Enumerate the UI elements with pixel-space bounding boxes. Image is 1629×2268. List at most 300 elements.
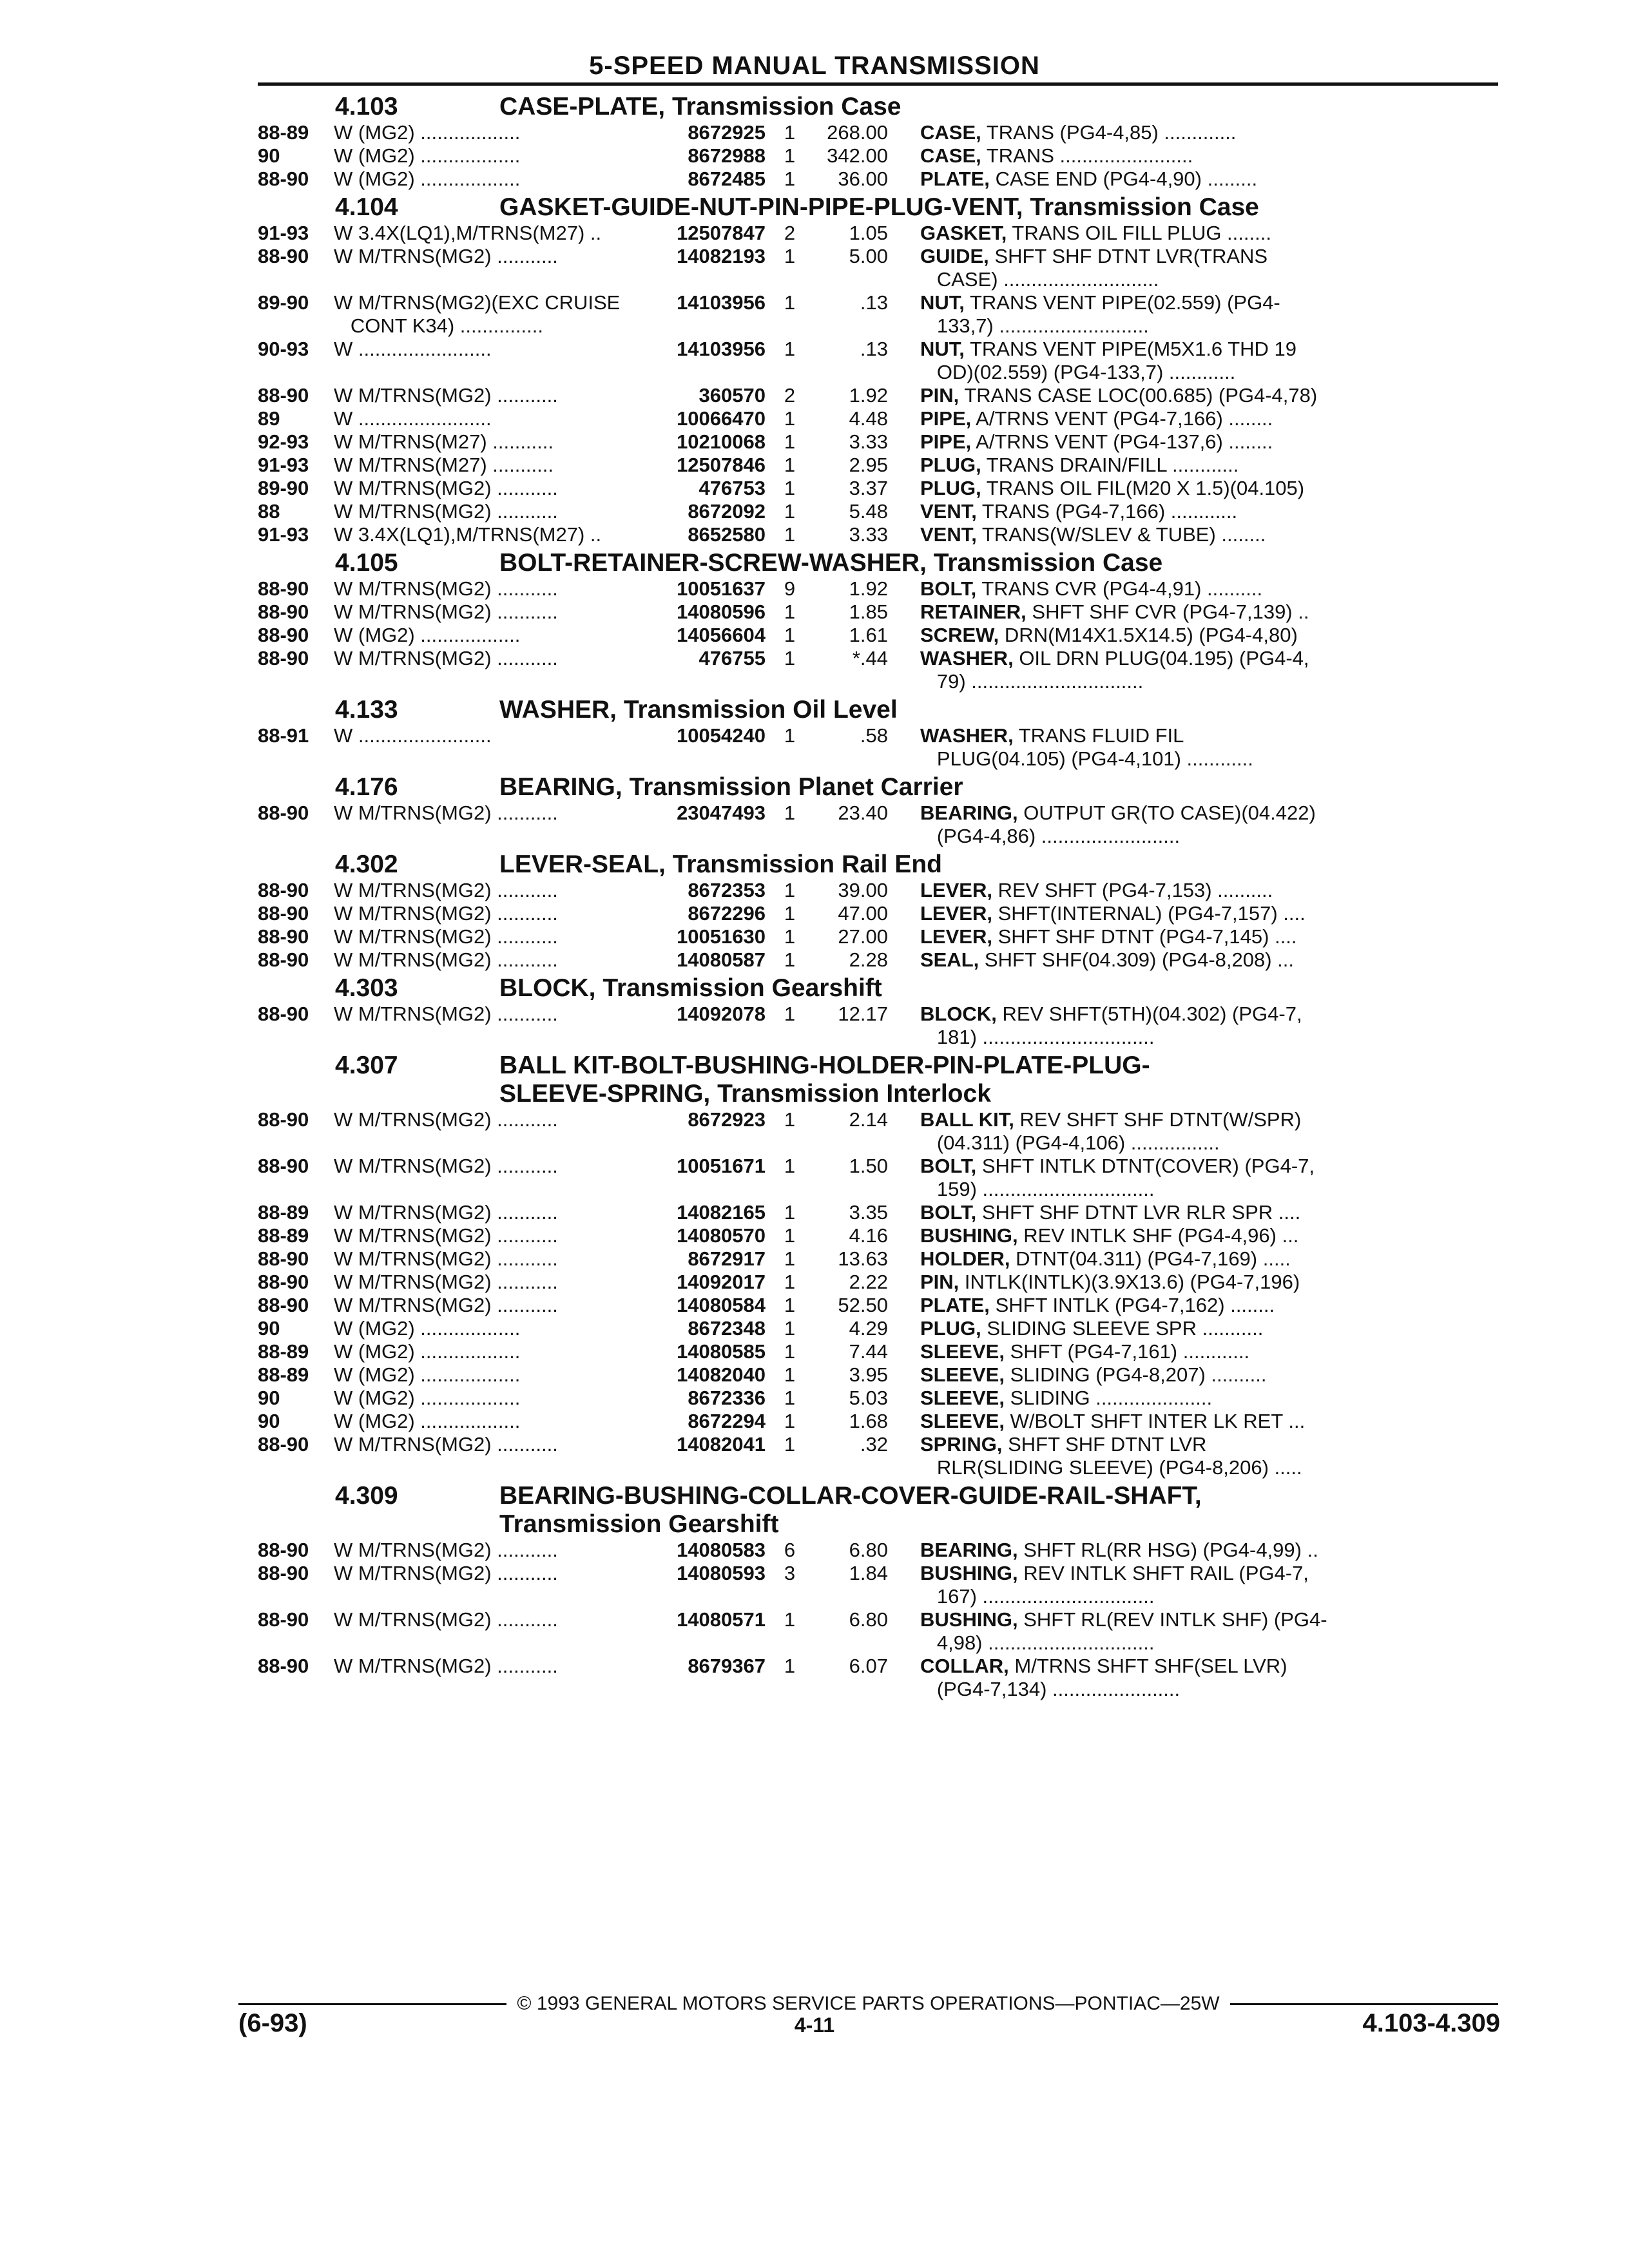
price: 1.68 (849, 1410, 888, 1432)
part-detail: M/TRNS SHFT SHF(SEL LVR) (PG4-7,134) ....................... (936, 1655, 1287, 1700)
price: 39.00 (838, 879, 888, 901)
part-name: SLEEVE, (920, 1340, 1005, 1363)
description (888, 1340, 1498, 1363)
price: .58 (860, 724, 888, 747)
model-year: 90 (258, 1387, 280, 1409)
quantity: 1 (784, 1655, 796, 1677)
price: 1.85 (849, 601, 888, 623)
description (888, 477, 1498, 500)
part-row (258, 121, 1498, 144)
part-detail: SHFT SHF DTNT LVR RLR(SLIDING SLEEVE) (PG4-8,206) ..... (936, 1433, 1302, 1479)
description (888, 802, 1498, 848)
part-row (258, 577, 1498, 601)
quantity: 1 (784, 647, 796, 669)
part-row (258, 1655, 1498, 1701)
price: 1.92 (849, 577, 888, 600)
price: 27.00 (838, 925, 888, 948)
price: 1.84 (849, 1562, 888, 1584)
application: W M/TRNS(MG2) ........... (334, 384, 558, 407)
part-row (258, 523, 1498, 546)
application: W (MG2) .................. (334, 624, 521, 646)
price: 1.61 (849, 624, 888, 646)
part-name: BOLT, (920, 1201, 977, 1224)
section-title: WASHER, Transmission Oil Level (499, 696, 898, 724)
part-number: 8672294 (688, 1410, 766, 1432)
application: W M/TRNS(MG2) ........... (334, 879, 558, 901)
quantity: 1 (784, 144, 796, 167)
quantity: 2 (784, 384, 796, 407)
section-title: BEARING, Transmission Planet Carrier (499, 773, 963, 801)
quantity: 1 (784, 430, 796, 453)
model-year: 88-90 (258, 168, 309, 190)
application: W M/TRNS(MG2) ........... (334, 1539, 558, 1561)
application: W (MG2) .................. (334, 1410, 521, 1432)
part-row (258, 245, 1498, 291)
part-detail: SHFT SHF(04.309) (PG4-8,208) ... (984, 948, 1295, 971)
model-year: 88-90 (258, 1155, 309, 1177)
model-year: 88-90 (258, 601, 309, 623)
model-year: 90 (258, 144, 280, 167)
part-row (258, 1387, 1498, 1410)
part-number: 14103956 (677, 338, 766, 360)
footer-line (238, 1993, 1498, 2015)
part-detail: W/BOLT SHFT INTER LK RET ... (1010, 1410, 1306, 1432)
part-name: SLEEVE, (920, 1410, 1005, 1432)
part-name: BOLT, (920, 1155, 977, 1177)
price: 4.29 (849, 1317, 888, 1340)
part-name: LEVER, (920, 879, 992, 901)
part-number: 10051637 (677, 577, 766, 600)
part-number: 8672917 (688, 1247, 766, 1270)
part-name: SLEEVE, (920, 1387, 1005, 1409)
part-row (258, 1271, 1498, 1294)
part-row (258, 1224, 1498, 1247)
part-row (258, 902, 1498, 925)
description (888, 879, 1498, 902)
part-name: BUSHING, (920, 1562, 1018, 1584)
application: W M/TRNS(MG2) ........... (334, 477, 558, 499)
part-name: PIN, (920, 384, 959, 407)
part-name: CASE, (920, 144, 981, 167)
description (888, 1108, 1498, 1155)
part-number: 14082041 (677, 1433, 766, 1456)
part-detail: TRANS OIL FIL(M20 X 1.5)(04.105) (986, 477, 1305, 499)
section-heading (258, 549, 1498, 577)
part-name: WASHER, (920, 647, 1014, 669)
part-detail: SHFT(INTERNAL) (PG4-7,157) .... (998, 902, 1306, 925)
part-detail: A/TRNS VENT (PG4-137,6) ........ (976, 430, 1273, 453)
quantity: 1 (784, 338, 796, 360)
part-number: 10051630 (677, 925, 766, 948)
quantity: 1 (784, 245, 796, 267)
quantity: 1 (784, 1433, 796, 1456)
model-year: 88-89 (258, 1340, 309, 1363)
application: W M/TRNS(MG2) ........... (334, 245, 558, 267)
part-detail: TRANS CASE LOC(00.685) (PG4-4,78) (964, 384, 1318, 407)
description (888, 384, 1498, 407)
part-detail: SHFT SHF DTNT (PG4-7,145) .... (998, 925, 1297, 948)
description (888, 925, 1498, 948)
description (888, 624, 1498, 647)
part-name: VENT, (920, 523, 977, 546)
part-row (258, 1433, 1498, 1479)
quantity: 1 (784, 121, 796, 144)
price: 3.37 (849, 477, 888, 499)
price: 3.95 (849, 1363, 888, 1386)
part-detail: TRANS CVR (PG4-4,91) .......... (981, 577, 1263, 600)
part-detail: TRANS (PG4-4,85) ............. (986, 121, 1237, 144)
description (888, 724, 1498, 771)
part-number: 12507847 (677, 222, 766, 244)
part-number: 14092017 (677, 1271, 766, 1293)
part-row (258, 1247, 1498, 1271)
model-year: 91-93 (258, 222, 309, 244)
description (888, 222, 1498, 245)
part-row (258, 1410, 1498, 1433)
page-number: 4-11 (794, 2013, 835, 2037)
part-name: BUSHING, (920, 1608, 1018, 1631)
application: W M/TRNS(MG2) ........... (334, 1271, 558, 1293)
application: W M/TRNS(MG2) ........... (334, 577, 558, 600)
price: .32 (860, 1433, 888, 1456)
model-year: 88-90 (258, 1294, 309, 1316)
part-name: BOLT, (920, 577, 977, 600)
part-row (258, 724, 1498, 771)
model-year: 88-89 (258, 1224, 309, 1247)
model-year: 88-90 (258, 1655, 309, 1677)
price: 2.28 (849, 948, 888, 971)
part-number: 10054240 (677, 724, 766, 747)
quantity: 1 (784, 523, 796, 546)
price: 3.33 (849, 523, 888, 546)
application: W M/TRNS(MG2) ........... (334, 902, 558, 925)
description (888, 1271, 1498, 1294)
section-heading (258, 1482, 1498, 1539)
description (888, 168, 1498, 191)
application: W 3.4X(LQ1),M/TRNS(M27) .. (334, 222, 602, 244)
description (888, 1539, 1498, 1562)
quantity: 1 (784, 1271, 796, 1293)
price: *.44 (852, 647, 888, 669)
part-name: SEAL, (920, 948, 979, 971)
description (888, 577, 1498, 601)
section-title: LEVER-SEAL, Transmission Rail End (499, 850, 942, 878)
description (888, 1655, 1498, 1701)
quantity: 1 (784, 291, 796, 314)
price: .13 (860, 338, 888, 360)
price: 4.48 (849, 407, 888, 430)
model-year: 89-90 (258, 291, 309, 314)
description (888, 144, 1498, 168)
quantity: 1 (784, 168, 796, 190)
model-year: 88-90 (258, 624, 309, 646)
description (888, 1317, 1498, 1340)
price: 12.17 (838, 1003, 888, 1025)
part-detail: SHFT SHF CVR (PG4-7,139) .. (1032, 601, 1309, 623)
part-name: WASHER, (920, 724, 1014, 747)
model-year: 88-90 (258, 577, 309, 600)
application: W M/TRNS(MG2) ........... (334, 925, 558, 948)
quantity: 1 (784, 1155, 796, 1177)
part-row (258, 222, 1498, 245)
page-title: 5-SPEED MANUAL TRANSMISSION (589, 52, 1040, 80)
quantity: 1 (784, 902, 796, 925)
model-year: 88-90 (258, 1562, 309, 1584)
price: 7.44 (849, 1340, 888, 1363)
part-row (258, 1294, 1498, 1317)
part-number: 10210068 (677, 430, 766, 453)
section-number: 4.105 (335, 549, 398, 577)
application: W M/TRNS(M27) ........... (334, 454, 554, 476)
quantity: 1 (784, 1363, 796, 1386)
quantity: 1 (784, 879, 796, 901)
part-detail: INTLK(INTLK)(3.9X13.6) (PG4-7,196) (964, 1271, 1300, 1293)
part-number: 8672092 (688, 500, 766, 523)
application: W M/TRNS(MG2) ........... (334, 1247, 558, 1270)
quantity: 1 (784, 500, 796, 523)
description (888, 1247, 1498, 1271)
quantity: 1 (784, 1387, 796, 1409)
part-detail: REV SHFT (PG4-7,153) .......... (998, 879, 1273, 901)
part-name: PLUG, (920, 454, 981, 476)
part-name: SCREW, (920, 624, 999, 646)
part-detail: TRANS VENT PIPE(02.559) (PG4- 133,7) ........................... (936, 291, 1280, 337)
part-name: COLLAR, (920, 1655, 1009, 1677)
quantity: 1 (784, 1108, 796, 1131)
section-heading (258, 974, 1498, 1003)
description (888, 1201, 1498, 1224)
application: W ........................ (334, 724, 492, 747)
application: W ........................ (334, 338, 492, 360)
part-row (258, 948, 1498, 972)
price: 6.80 (849, 1608, 888, 1631)
application: W (MG2) .................. (334, 121, 521, 144)
part-detail: REV SHFT(5TH)(04.302) (PG4-7, 181) ............................... (936, 1003, 1302, 1048)
application: W M/TRNS(MG2) ........... (334, 500, 558, 523)
quantity: 1 (784, 948, 796, 971)
application: W M/TRNS(MG2) ........... (334, 1433, 558, 1456)
part-name: PLUG, (920, 1317, 981, 1340)
section-number: 4.103 (335, 93, 398, 120)
description (888, 948, 1498, 972)
description (888, 338, 1498, 384)
model-year: 89-90 (258, 477, 309, 499)
part-name: RETAINER, (920, 601, 1027, 623)
part-number: 476755 (699, 647, 766, 669)
model-year: 88-90 (258, 902, 309, 925)
part-row (258, 168, 1498, 191)
price: .13 (860, 291, 888, 314)
price: 3.33 (849, 430, 888, 453)
part-name: VENT, (920, 500, 977, 523)
application: W M/TRNS(MG2) ........... (334, 1201, 558, 1224)
part-number: 14092078 (677, 1003, 766, 1025)
part-row (258, 291, 1498, 338)
section-title: BEARING-BUSHING-COLLAR-COVER-GUIDE-RAIL-SHAFT, Transmission Gearshift (499, 1482, 1202, 1538)
part-detail: SLIDING (PG4-8,207) .......... (1010, 1363, 1267, 1386)
part-detail: DRN(M14X1.5X14.5) (PG4-4,80) (1004, 624, 1298, 646)
part-row (258, 1155, 1498, 1201)
description (888, 902, 1498, 925)
part-number: 14080584 (677, 1294, 766, 1316)
section-heading (258, 696, 1498, 724)
application: W M/TRNS(MG2) ........... (334, 1608, 558, 1631)
price: 2.14 (849, 1108, 888, 1131)
part-name: PLUG, (920, 477, 981, 499)
part-row (258, 1317, 1498, 1340)
part-number: 8672485 (688, 168, 766, 190)
quantity: 1 (784, 1201, 796, 1224)
part-row (258, 601, 1498, 624)
quantity: 1 (784, 802, 796, 824)
model-year: 88 (258, 500, 280, 523)
description (888, 121, 1498, 144)
description (888, 1224, 1498, 1247)
description (888, 1387, 1498, 1410)
model-year: 91-93 (258, 454, 309, 476)
price: 3.35 (849, 1201, 888, 1224)
model-year: 88-90 (258, 879, 309, 901)
part-number: 14056604 (677, 624, 766, 646)
application: W (MG2) .................. (334, 1340, 521, 1363)
application: W (MG2) .................. (334, 1387, 521, 1409)
quantity: 1 (784, 1224, 796, 1247)
quantity: 2 (784, 222, 796, 244)
application: W M/TRNS(MG2) ........... (334, 1108, 558, 1131)
part-name: SLEEVE, (920, 1363, 1005, 1386)
part-detail: SLIDING SLEEVE SPR ........... (987, 1317, 1264, 1340)
part-name: CASE, (920, 121, 981, 144)
parts-catalog (258, 90, 1498, 1701)
quantity: 1 (784, 454, 796, 476)
part-detail: TRANS FLUID FIL PLUG(04.105) (PG4-4,101) ............ (936, 724, 1253, 770)
price: 23.40 (838, 802, 888, 824)
part-number: 14080587 (677, 948, 766, 971)
price: 6.80 (849, 1539, 888, 1561)
model-year: 88-90 (258, 647, 309, 669)
part-name: GUIDE, (920, 245, 989, 267)
quantity: 1 (784, 1294, 796, 1316)
part-number: 14082165 (677, 1201, 766, 1224)
part-name: LEVER, (920, 902, 992, 925)
application: W (MG2) .................. (334, 144, 521, 167)
price: 2.22 (849, 1271, 888, 1293)
part-number: 14080571 (677, 1608, 766, 1631)
model-year: 88-90 (258, 1003, 309, 1025)
part-detail: CASE END (PG4-4,90) ......... (995, 168, 1258, 190)
description (888, 500, 1498, 523)
price: 1.50 (849, 1155, 888, 1177)
application: W M/TRNS(MG2) ........... (334, 1003, 558, 1025)
part-number: 8672988 (688, 144, 766, 167)
part-name: PLATE, (920, 1294, 990, 1316)
part-row (258, 1201, 1498, 1224)
part-number: 8672353 (688, 879, 766, 901)
quantity: 1 (784, 1003, 796, 1025)
part-detail: TRANS DRAIN/FILL ............ (986, 454, 1239, 476)
part-number: 14103956 (677, 291, 766, 314)
application: W M/TRNS(MG2) ........... (334, 1224, 558, 1247)
application: W ........................ (334, 407, 492, 430)
part-name: SPRING, (920, 1433, 1003, 1456)
description (888, 1433, 1498, 1479)
section-number: 4.303 (335, 974, 398, 1002)
part-detail: REV INTLK SHF (PG4-4,96) ... (1023, 1224, 1299, 1247)
part-number: 8672348 (688, 1317, 766, 1340)
part-row (258, 1363, 1498, 1387)
part-name: PIPE, (920, 430, 972, 453)
price: 4.16 (849, 1224, 888, 1247)
section-number: 4.307 (335, 1052, 398, 1079)
application: W M/TRNS(M27) ........... (334, 430, 554, 453)
model-year: 88-90 (258, 1247, 309, 1270)
model-year: 88-89 (258, 1201, 309, 1224)
quantity: 9 (784, 577, 796, 600)
section-number: 4.133 (335, 696, 398, 724)
quantity: 1 (784, 477, 796, 499)
part-number: 8672923 (688, 1108, 766, 1131)
section-heading (258, 93, 1498, 121)
part-row (258, 500, 1498, 523)
model-year: 88-90 (258, 948, 309, 971)
description (888, 523, 1498, 546)
part-name: PIPE, (920, 407, 972, 430)
description (888, 601, 1498, 624)
part-name: NUT, (920, 291, 965, 314)
section-heading (258, 850, 1498, 879)
part-number: 14080593 (677, 1562, 766, 1584)
part-detail: SHFT RL(REV INTLK SHF) (PG4- 4,98) .............................. (936, 1608, 1327, 1654)
part-number: 14082040 (677, 1363, 766, 1386)
part-number: 23047493 (677, 802, 766, 824)
copyright-text: © 1993 GENERAL MOTORS SERVICE PARTS OPERATIONS—PONTIAC—25W (517, 1993, 1220, 2014)
application: W M/TRNS(MG2) ........... (334, 647, 558, 669)
price: 5.00 (849, 245, 888, 267)
application: W M/TRNS(MG2) ........... (334, 1155, 558, 1177)
price: 5.03 (849, 1387, 888, 1409)
part-name: BUSHING, (920, 1224, 1018, 1247)
part-row (258, 1539, 1498, 1562)
part-number: 10051671 (677, 1155, 766, 1177)
quantity: 1 (784, 925, 796, 948)
model-year: 88-90 (258, 1433, 309, 1456)
section-heading (258, 1052, 1498, 1108)
part-name: NUT, (920, 338, 965, 360)
part-detail: SLIDING ..................... (1010, 1387, 1213, 1409)
description (888, 245, 1498, 291)
application: W M/TRNS(MG2) ........... (334, 1562, 558, 1584)
footer-rule-left (238, 2003, 506, 2005)
section-title: BOLT-RETAINER-SCREW-WASHER, Transmission Case (499, 549, 1163, 577)
model-year: 88-90 (258, 1608, 309, 1631)
revision-date: (6-93) (238, 2009, 307, 2037)
application: W M/TRNS(MG2) ........... (334, 601, 558, 623)
description (888, 1410, 1498, 1433)
description (888, 454, 1498, 477)
part-detail: SHFT SHF DTNT LVR RLR SPR .... (981, 1201, 1301, 1224)
part-name: GASKET, (920, 222, 1007, 244)
part-row (258, 407, 1498, 430)
part-detail: SHFT (PG4-7,161) ............ (1010, 1340, 1250, 1363)
part-detail: SHFT RL(RR HSG) (PG4-4,99) .. (1023, 1539, 1318, 1561)
part-detail: OUTPUT GR(TO CASE)(04.422) (PG4-4,86) ......................... (936, 802, 1316, 847)
part-detail: SHFT SHF DTNT LVR(TRANS CASE) ............................ (936, 245, 1268, 291)
quantity: 1 (784, 1247, 796, 1270)
section-heading (258, 773, 1498, 802)
part-name: BALL KIT, (920, 1108, 1014, 1131)
footer-rule-right (1230, 2003, 1498, 2005)
part-name: BEARING, (920, 1539, 1018, 1561)
